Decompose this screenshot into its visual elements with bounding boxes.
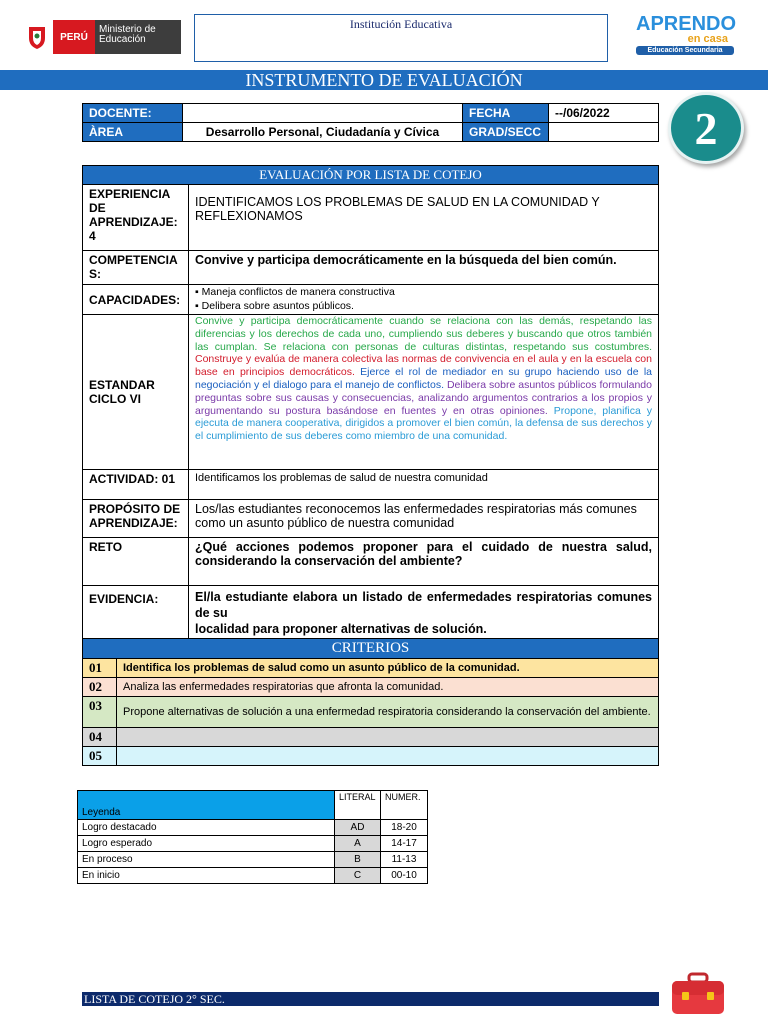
- capacidad-item: ▪ Maneja conflictos de manera constructiva: [195, 286, 395, 298]
- competencia-label: COMPETENCIA S:: [83, 251, 189, 285]
- legend-row: [78, 820, 428, 836]
- criteria-row: [83, 728, 659, 747]
- actividad-label: ACTIVIDAD: 01: [83, 470, 189, 500]
- capacidad-item: ▪ Delibera sobre asuntos públicos.: [195, 300, 354, 312]
- legend-range: 11-13: [381, 852, 428, 868]
- estandar-text: Convive y participa democráticamente cuando se relaciona con las demás, respetando las diferencias y los derechos de cada uno, cumpliendo sus deberes y buscando que otros también las cumplan. Se relaciona con personas de culturas distintas, respetando sus costumbres. Construye y evalúa de manera colectiva las normas de convivencia en el aula y en la escuela con base en principios democráticos. Ejerce el rol de mediador en su grupo haciendo uso de la negociación y el dialogo para el manejo de conflictos. Delibera sobre asuntos públicos formulando preguntas sobre sus causas y consecuencias, analizando argumentos contrarios a los propios y argumentando su postura basándose en fuentes y en otras opiniones. Propone, planifica y ejecuta de manera cooperativa, dirigidos a promover el bien común, la defensa de sus derechos y el cumplimiento de sus deberes como miembro de una comunidad.: [189, 315, 659, 470]
- docente-value[interactable]: [183, 104, 463, 123]
- criteria-row: [83, 659, 659, 678]
- criteria-num: 04: [83, 728, 117, 747]
- ministry-logo: [21, 20, 181, 54]
- criteria-text: Propone alternativas de solución a una enfermedad respiratoria considerando la conservación del ambiente.: [117, 697, 659, 728]
- criteria-row: [83, 678, 659, 697]
- reto-value: ¿Qué acciones podemos proponer para el cuidado de nuestra salud, considerando la conservación del ambiente?: [189, 538, 659, 586]
- legend-literal: A: [335, 836, 381, 852]
- info-table: [82, 103, 659, 142]
- legend-label: Logro esperado: [78, 836, 335, 852]
- grad-label: GRAD/SECC: [463, 123, 549, 142]
- proposito-value: Los/las estudiantes reconocemos las enfermedades respiratorias más comunes como un asunto público de nuestra comunidad: [189, 500, 659, 538]
- criteria-title: CRITERIOS: [83, 639, 659, 659]
- legend-label: Logro destacado: [78, 820, 335, 836]
- brand-line2: en casa: [687, 33, 728, 45]
- footer-bar: LISTA DE COTEJO 2° SEC.: [82, 992, 659, 1006]
- evidencia-value: El/la estudiante elabora un listado de enfermedades respiratorias comunes de su localidad para proponer alternativas de solución.: [189, 586, 659, 640]
- grade-badge: 2: [668, 92, 744, 164]
- legend-label: En proceso: [78, 852, 335, 868]
- criteria-text[interactable]: [117, 747, 659, 766]
- legend-literal-header: LITERAL: [335, 791, 381, 820]
- fecha-value[interactable]: --/06/2022: [549, 104, 659, 123]
- title-bar: [0, 70, 768, 90]
- legend-range: 18-20: [381, 820, 428, 836]
- criteria-text: Identifica los problemas de salud como un asunto público de la comunidad.: [117, 659, 659, 678]
- criteria-row: [83, 747, 659, 766]
- criteria-table: [82, 638, 659, 766]
- reto-label: RETO: [83, 538, 189, 586]
- criteria-text: Analiza las enfermedades respiratorias que afronta la comunidad.: [117, 678, 659, 697]
- coat-of-arms-icon: [21, 20, 53, 54]
- legend-literal: AD: [335, 820, 381, 836]
- fecha-label: FECHA: [463, 104, 549, 123]
- criteria-row: [83, 697, 659, 728]
- area-label: ÀREA: [83, 123, 183, 142]
- competencia-value: Convive y participa democráticamente en la búsqueda del bien común.: [189, 251, 659, 285]
- ministry-name: Ministerio de Educación: [95, 20, 181, 54]
- legend-row: [78, 852, 428, 868]
- legend-literal: B: [335, 852, 381, 868]
- docente-label: DOCENTE:: [83, 104, 183, 123]
- estandar-label: ESTANDAR CICLO VI: [83, 315, 189, 470]
- institution-box: [194, 14, 608, 62]
- experiencia-label: EXPERIENCIA DE APRENDIZAJE: 4: [83, 185, 189, 251]
- aprendo-en-casa-logo: [636, 13, 737, 60]
- criteria-num: 03: [83, 697, 117, 728]
- legend-range: 00-10: [381, 868, 428, 884]
- actividad-value: Identificamos los problemas de salud de nuestra comunidad: [189, 470, 659, 500]
- experiencia-value: IDENTIFICAMOS LOS PROBLEMAS DE SALUD EN LA COMUNIDAD Y REFLEXIONAMOS: [189, 185, 659, 251]
- legend-header: Leyenda: [78, 791, 335, 820]
- ministry-country: PERÚ: [53, 20, 95, 54]
- brand-line1: APRENDO: [636, 13, 737, 35]
- institution-label: Institución Educativa: [349, 17, 453, 31]
- legend-range: 14-17: [381, 836, 428, 852]
- legend-table: [77, 790, 428, 884]
- brand-line3: Educación Secundaria: [636, 46, 734, 55]
- legend-row: [78, 836, 428, 852]
- capacidades-list: [189, 285, 659, 315]
- criteria-num: 05: [83, 747, 117, 766]
- section-title: EVALUACIÓN POR LISTA DE COTEJO: [83, 166, 659, 185]
- proposito-label: PROPÓSITO DE APRENDIZAJE:: [83, 500, 189, 538]
- page-title: INSTRUMENTO DE EVALUACIÓN: [245, 70, 523, 90]
- grad-value[interactable]: [549, 123, 659, 142]
- area-value[interactable]: Desarrollo Personal, Ciudadanía y Cívica: [183, 123, 463, 142]
- criteria-num: 02: [83, 678, 117, 697]
- legend-literal: C: [335, 868, 381, 884]
- legend-numeric-header: NUMER.: [381, 791, 428, 820]
- briefcase-icon: [670, 972, 726, 1016]
- legend-row: [78, 868, 428, 884]
- capacidades-label: CAPACIDADES:: [83, 285, 189, 315]
- legend-label: En inicio: [78, 868, 335, 884]
- criteria-num: 01: [83, 659, 117, 678]
- checklist-table: [82, 165, 659, 640]
- evidencia-label: EVIDENCIA:: [83, 586, 189, 640]
- criteria-text[interactable]: [117, 728, 659, 747]
